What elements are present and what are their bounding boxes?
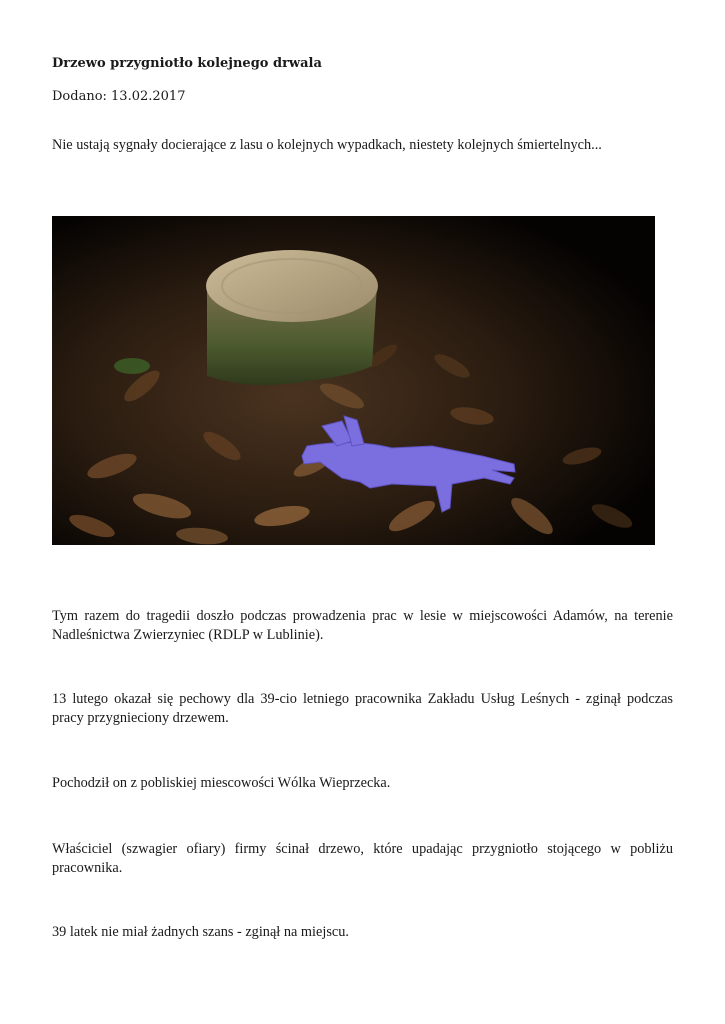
lead-paragraph: Nie ustają sygnały docierające z lasu o kolejnych wypadkach, niestety kolejnych śmiertelnych... — [52, 137, 602, 153]
paragraph-4: Właściciel (szwagier ofiary) firmy ścinał drzewo, które upadając przygniotło stojącego w pobliżu pracownika. — [52, 841, 673, 876]
article-title: Drzewo przygniotło kolejnego drwala — [52, 56, 322, 71]
paragraph-1: Tym razem do tragedii doszło podczas prowadzenia prac w lesie w miejscowości Adamów, na terenie Nadleśnictwa Zwierzyniec (RDLP w Lublinie). — [52, 608, 673, 643]
article-photo — [52, 216, 655, 545]
paragraph-3: Pochodził on z pobliskiej miescowości Wólka Wieprzecka. — [52, 775, 391, 791]
forest-stump-glove-photo — [52, 216, 655, 545]
publish-date: Dodano: 13.02.2017 — [52, 89, 186, 104]
paragraph-5: 39 latek nie miał żadnych szans - zginął na miejscu. — [52, 924, 349, 940]
paragraph-2: 13 lutego okazał się pechowy dla 39-cio letniego pracownika Zakładu Usług Leśnych - zginął podczas pracy przygnieciony drzewem. — [52, 691, 673, 726]
